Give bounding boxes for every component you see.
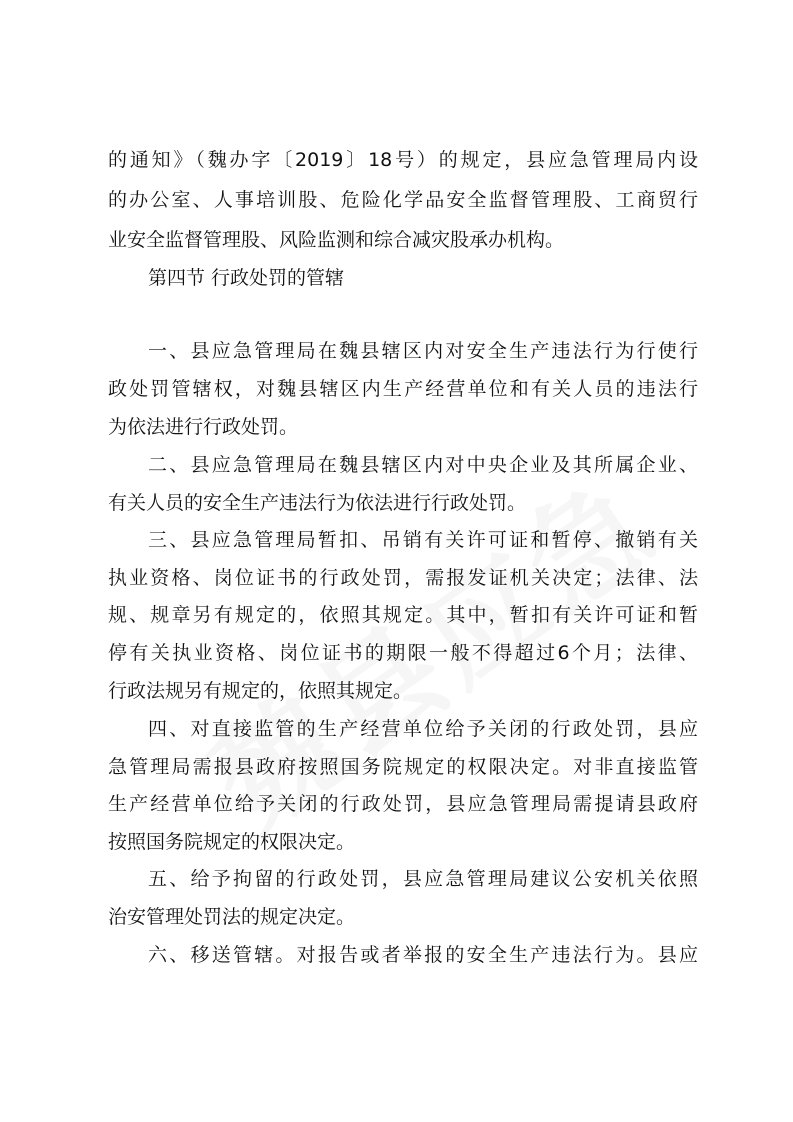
text-line: 一、县应急管理局在魏县辖区内对安全生产违法行为行使行 bbox=[148, 340, 698, 362]
text-line: 有关人员的安全生产违法行为依法进行行政处罚。 bbox=[108, 492, 527, 514]
text-line: 治安管理处罚法的规定决定。 bbox=[108, 906, 356, 928]
text-line: 按照国务院规定的权限决定。 bbox=[108, 831, 356, 853]
text-line: 停有关执业资格、岗位证书的期限一般不得超过6个月；法律、 bbox=[108, 642, 698, 664]
text-line: 政处罚管辖权，对魏县辖区内生产经营单位和有关人员的违法行 bbox=[108, 378, 698, 400]
text-line: 的办公室、人事培训股、危险化学品安全监督管理股、工商贸行 bbox=[108, 189, 698, 211]
text-line: 的通知》（魏办字〔2019〕18号）的规定，县应急管理局内设 bbox=[108, 149, 698, 171]
text-line: 为依法进行行政处罚。 bbox=[108, 416, 299, 438]
text-line: 五、给予拘留的行政处罚，县应急管理局建议公安机关依照 bbox=[148, 868, 698, 890]
text-line: 急管理局需报县政府按照国务院规定的权限决定。对非直接监管 bbox=[108, 756, 698, 778]
text-line: 二、县应急管理局在魏县辖区内对中央企业及其所属企业、 bbox=[148, 454, 698, 476]
text-line: 六、移送管辖。对报告或者举报的安全生产违法行为。县应 bbox=[148, 944, 698, 966]
text-line: 生产经营单位给予关闭的行政处罚，县应急管理局需提请县政府 bbox=[108, 793, 698, 815]
text-line: 四、对直接监管的生产经营单位给予关闭的行政处罚，县应 bbox=[148, 718, 698, 740]
text-line: 行政法规另有规定的，依照其规定。 bbox=[108, 680, 413, 702]
text-line: 规、规章另有规定的，依照其规定。其中，暂扣有关许可证和暂 bbox=[108, 604, 698, 626]
text-line: 三、县应急管理局暂扣、吊销有关许可证和暂停、撤销有关 bbox=[148, 529, 698, 551]
text-line: 业安全监督管理股、风险监测和综合减灾股承办机构。 bbox=[108, 229, 565, 251]
text-line: 执业资格、岗位证书的行政处罚，需报发证机关决定；法律、法 bbox=[108, 567, 698, 589]
section-heading: 第四节 行政处罚的管辖 bbox=[148, 267, 345, 289]
